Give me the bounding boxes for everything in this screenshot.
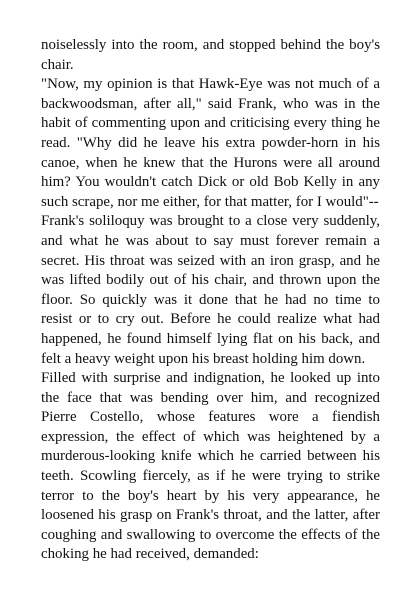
paragraph-frank-opinion: "Now, my opinion is that Hawk-Eye was not much of a backwoodsman, after all," said Frank, who was in the habit of commenting upon and criticising every thing he read. "Why did he leave his extra powder-horn in his canoe, when he knew that the Hurons were all around him? You wouldn't catch Dick or old Bob Kelly in any such scrape, nor me either, for that matter, for I would"--	[41, 76, 380, 210]
paragraph-continuation: noiselessly into the room, and stopped behind the boy's chair.	[41, 37, 380, 73]
paragraph-soliloquy-interrupted: Frank's soliloquy was brought to a close very suddenly, and what he was about to say must forever remain a secret. His throat was seized with an iron grasp, and he was lifted bodily out of his chair, and thrown upon the floor. So quickly was it done that he had no time to resist or to cry out. Before he could realize what had happened, he found himself lying flat on his back, and felt a heavy weight upon his breast holding him down.	[41, 213, 380, 367]
paragraph-pierre-costello: Filled with surprise and indignation, he looked up into the face that was bending over him, and recognized Pierre Costello, whose features wore a fiendish expression, the effect of which was heightened by a murderous-looking knife which he carried between his teeth. Scowling fiercely, as if he were trying to strike terror to the boy's heart by his very appearance, he loosened his grasp on Frank's throat, and the latter, after coughing and swallowing to overcome the effects of the choking he had received, demanded:	[41, 370, 380, 563]
